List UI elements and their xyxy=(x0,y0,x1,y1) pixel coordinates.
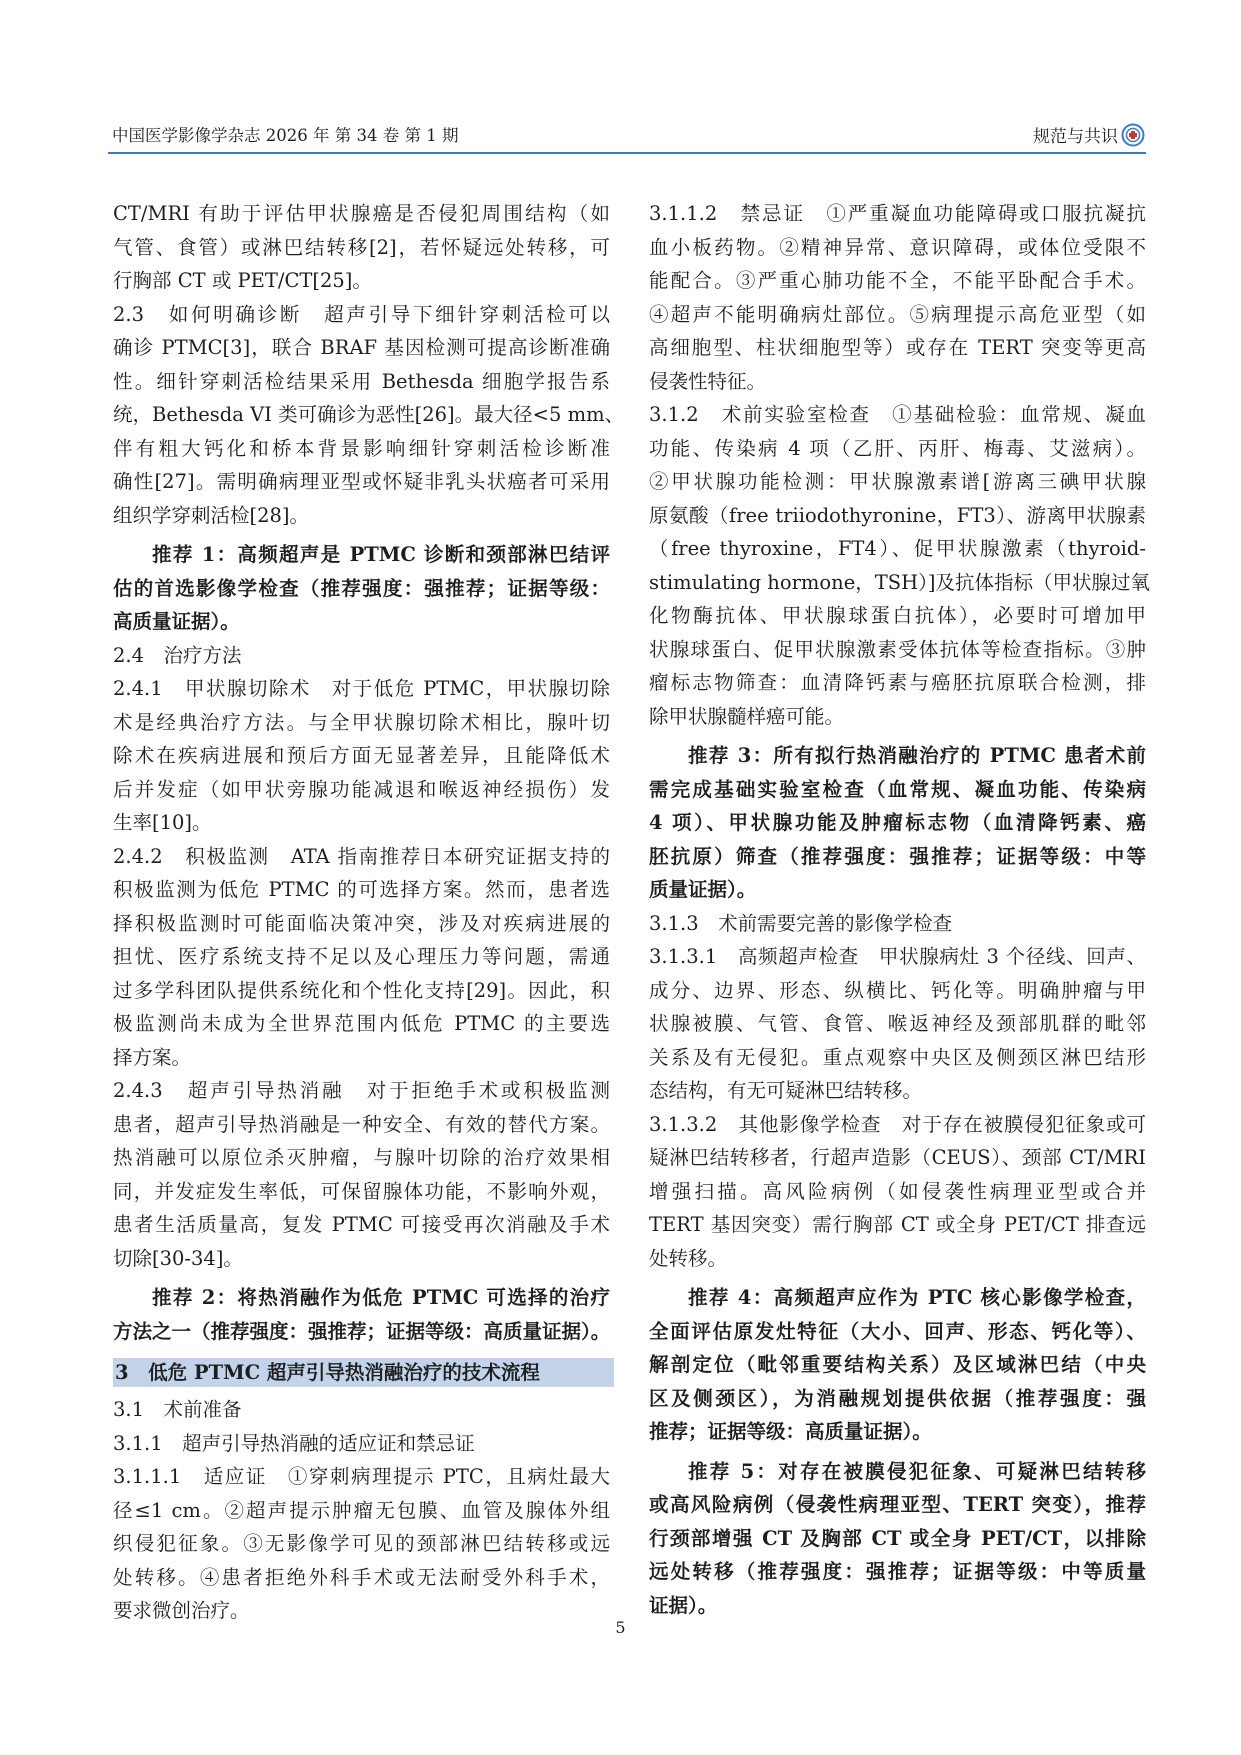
paragraph-line: 瘤标志物筛查：血清降钙素与癌胚抗原联合检测，排 xyxy=(649,671,1146,694)
paragraph-line: （free thyroxine，FT4）、促甲状腺激素（thyroid- xyxy=(649,537,1146,560)
section-tag-label: 规范与共识 xyxy=(1033,127,1118,147)
recommendation-line: 估的首选影像学检查（推荐强度：强推荐；证据等级： xyxy=(113,576,610,600)
recommendation-line: 高质量证据）。 xyxy=(113,610,240,633)
running-header xyxy=(112,122,1145,150)
paragraph-line: 气管、食管）或淋巴结转移[2]，若怀疑远处转移，可 xyxy=(113,235,610,259)
recommendation-line: 或高风险病例（侵袭性病理亚型、TERT 突变），推荐 xyxy=(649,1493,1146,1516)
paragraph-line: 组织学穿刺活检[28]。 xyxy=(113,503,310,527)
header-rule xyxy=(108,152,1146,154)
paragraph-line: 要求微创治疗。 xyxy=(113,1599,250,1622)
paragraph-line: 患者，超声引导热消融是一种安全、有效的替代方案。 xyxy=(113,1112,610,1136)
recommendation-line: 方法之一（推荐强度：强推荐；证据等级：高质量证据）。 xyxy=(113,1319,611,1343)
paragraph-line: 疑淋巴结转移者，行超声造影（CEUS）、颈部 CT/MRI xyxy=(649,1146,1146,1169)
paragraph-line: TERT 基因突变）需行胸部 CT 或全身 PET/CT 排查远 xyxy=(649,1213,1146,1236)
section-heading: 3.1.3 术前需要完善的影像学检查 xyxy=(649,911,953,935)
recommendation-line: 需完成基础实验室检查（血常规、凝血功能、传染病 xyxy=(649,777,1146,801)
recommendation-line: 胚抗原）筛查（推荐强度：强推荐；证据等级：中等 xyxy=(649,844,1146,868)
paragraph-line: 择方案。 xyxy=(113,1045,192,1069)
section-3-heading-bar: 3 低危 PTMC 超声引导热消融治疗的技术流程 xyxy=(113,1358,614,1387)
paragraph-line: 过多学科团队提供系统化和个性化支持[29]。因此，积 xyxy=(113,978,610,1002)
paragraph-line: 切除[30-34]。 xyxy=(113,1246,243,1270)
paragraph-line: 性。细针穿刺活检结果采用 Bethesda 细胞学报告系 xyxy=(113,369,610,393)
paragraph-line: 除甲状腺髓样癌可能。 xyxy=(649,704,845,728)
paragraph-line: 3.1.2 术前实验室检查 ①基础检验：血常规、凝血 xyxy=(649,403,1146,426)
paragraph-line: 伴有粗大钙化和桥本背景影响细针穿刺活检诊断准 xyxy=(113,436,610,460)
paragraph-line: stimulating hormone，TSH）]及抗体指标（甲状腺过氧 xyxy=(649,570,1150,594)
right-column xyxy=(649,197,1150,1622)
section-heading: 2.4 治疗方法 xyxy=(113,643,242,667)
section-heading: 3.1 术前准备 xyxy=(113,1398,242,1421)
paragraph-line: 态结构，有无可疑淋巴结转移。 xyxy=(649,1079,923,1102)
left-column xyxy=(113,197,625,1628)
recommendation-line: 4 项）、甲状腺功能及肿瘤标志物（血清降钙素、癌 xyxy=(649,811,1146,834)
paragraph-line: 2.4.1 甲状腺切除术 对于低危 PTMC，甲状腺切除 xyxy=(113,677,610,700)
recommendation-line: 推荐 3：所有拟行热消融治疗的 PTMC 患者术前 xyxy=(688,744,1146,767)
paragraph-line: 后并发症（如甲状旁腺功能减退和喉返神经损伤）发 xyxy=(113,777,610,801)
paragraph-line: 热消融可以原位杀灭肿瘤，与腺叶切除的治疗效果相 xyxy=(113,1146,610,1169)
paragraph-line: 3.1.1.1 适应证 ①穿刺病理提示 PTC，且病灶最大 xyxy=(113,1465,610,1488)
paragraph-line: 确诊 PTMC[3]，联合 BRAF 基因检测可提高诊断准确 xyxy=(113,336,610,359)
paragraph-line: 患者生活质量高，复发 PTMC 可接受再次消融及手术 xyxy=(113,1213,610,1236)
paragraph-line: 3.1.3.1 高频超声检查 甲状腺病灶 3 个径线、回声、 xyxy=(649,945,1146,968)
paragraph-line: 2.4.2 积极监测 ATA 指南推荐日本研究证据支持的 xyxy=(113,844,610,868)
paragraph-line: 高细胞型、柱状细胞型等）或存在 TERT 突变等更高 xyxy=(649,336,1146,359)
paragraph-line: 化物酶抗体、甲状腺球蛋白抗体），必要时可增加甲 xyxy=(649,604,1146,627)
paragraph-line: 统，Bethesda VI 类可确诊为恶性[26]。最大径<5 mm、 xyxy=(113,403,625,426)
paragraph-line: 极监测尚未成为全世界范围内低危 PTMC 的主要选 xyxy=(113,1012,610,1035)
recommendation-line: 解剖定位（毗邻重要结构关系）及区域淋巴结（中央 xyxy=(649,1353,1146,1376)
paragraph-line: 行胸部 CT 或 PET/CT[25]。 xyxy=(113,269,372,292)
paragraph-line: 同，并发症发生率低，可保留腺体功能，不影响外观， xyxy=(113,1179,610,1203)
paragraph-line: 择积极监测时可能面临决策冲突，涉及对疾病进展的 xyxy=(113,911,610,935)
recommendation-line: 证据）。 xyxy=(649,1593,718,1617)
paragraph-line: 确性[27]。需明确病理亚型或怀疑非乳头状癌者可采用 xyxy=(113,470,610,493)
paragraph-line: 关系及有无侵犯。重点观察中央区及侧颈区淋巴结形 xyxy=(649,1045,1146,1069)
paragraph-line: CT/MRI 有助于评估甲状腺癌是否侵犯周围结构（如 xyxy=(113,202,610,225)
paragraph-line: 径≤1 cm。②超声提示肿瘤无包膜、血管及腺体外组 xyxy=(113,1498,610,1522)
section-tag xyxy=(1033,122,1145,147)
paragraph-line: 处转移。④患者拒绝外科手术或无法耐受外科手术， xyxy=(113,1565,610,1589)
page-number: 5 xyxy=(615,1618,626,1637)
paragraph-line: ④超声不能明确病灶部位。⑤病理提示高危亚型（如 xyxy=(649,302,1146,326)
paragraph-line: 担忧、医疗系统支持不足以及心理压力等问题，需通 xyxy=(113,945,610,968)
paragraph-line: 术是经典治疗方法。与全甲状腺切除术相比，腺叶切 xyxy=(113,710,610,734)
paragraph-line: 能配合。③严重心肺功能不全，不能平卧配合手术。 xyxy=(649,269,1146,292)
paragraph-line: 生率[10]。 xyxy=(113,811,212,834)
paragraph-line: 2.3 如何明确诊断 超声引导下细针穿刺活检可以 xyxy=(113,302,610,326)
recommendation-line: 行颈部增强 CT 及胸部 CT 或全身 PET/CT，以排除 xyxy=(649,1526,1146,1550)
recommendation-line: 推荐；证据等级：高质量证据）。 xyxy=(649,1420,932,1443)
paragraph-line: 3.1.3.2 其他影像学检查 对于存在被膜侵犯征象或可 xyxy=(649,1112,1146,1136)
recommendation-line: 推荐 2：将热消融作为低危 PTMC 可选择的治疗 xyxy=(152,1286,610,1309)
paragraph-line: 织侵犯征象。③无影像学可见的颈部淋巴结转移或远 xyxy=(113,1532,610,1555)
paragraph-line: 成分、边界、形态、纵横比、钙化等。明确肿瘤与甲 xyxy=(649,978,1146,1002)
recommendation-line: 区及侧颈区），为消融规划提供依据（推荐强度：强 xyxy=(649,1386,1146,1410)
paragraph-line: 积极监测为低危 PTMC 的可选择方案。然而，患者选 xyxy=(113,878,610,901)
paragraph-line: 处转移。 xyxy=(649,1246,728,1270)
section-heading: 3.1.1 超声引导热消融的适应证和禁忌证 xyxy=(113,1431,475,1455)
recommendation-line: 质量证据）。 xyxy=(649,878,757,901)
paragraph-line: 状腺被膜、气管、食管、喉返神经及颈部肌群的毗邻 xyxy=(649,1012,1146,1035)
paragraph-line: 原氨酸（free triiodothyronine，FT3）、游离甲状腺素 xyxy=(649,503,1146,527)
journal-info: 中国医学影像学杂志 2026 年 第 34 卷 第 1 期 xyxy=(112,126,459,145)
paragraph-line: ②甲状腺功能检测：甲状腺激素谱[游离三碘甲状腺 xyxy=(649,470,1146,493)
paragraph-line: 3.1.1.2 禁忌证 ①严重凝血功能障碍或口服抗凝抗 xyxy=(649,202,1146,225)
recommendation-line: 推荐 5：对存在被膜侵犯征象、可疑淋巴结转移 xyxy=(688,1459,1146,1483)
recommendation-line: 全面评估原发灶特征（大小、回声、形态、钙化等）、 xyxy=(649,1319,1146,1343)
paragraph-line: 增强扫描。高风险病例（如侵袭性病理亚型或合并 xyxy=(649,1179,1146,1203)
paragraph-line: 除术在疾病进展和预后方面无显著差异，且能降低术 xyxy=(113,744,610,767)
paragraph-line: 功能、传染病 4 项（乙肝、丙肝、梅毒、艾滋病）。 xyxy=(649,436,1146,460)
paragraph-line: 2.4.3 超声引导热消融 对于拒绝手术或积极监测 xyxy=(113,1079,610,1102)
paragraph-line: 血小板药物。②精神异常、意识障碍，或体位受限不 xyxy=(649,235,1146,259)
recommendation-line: 推荐 4：高频超声应作为 PTC 核心影像学检查， xyxy=(688,1286,1146,1309)
recommendation-line: 远处转移（推荐强度：强推荐；证据等级：中等质量 xyxy=(649,1560,1146,1583)
paragraph-line: 侵袭性特征。 xyxy=(649,369,767,393)
paragraph-line: 状腺球蛋白、促甲状腺激素受体抗体等检查指标。③肿 xyxy=(649,637,1146,661)
journal-logo-icon xyxy=(1121,123,1145,147)
recommendation-line: 推荐 1：高频超声是 PTMC 诊断和颈部淋巴结评 xyxy=(152,543,610,566)
